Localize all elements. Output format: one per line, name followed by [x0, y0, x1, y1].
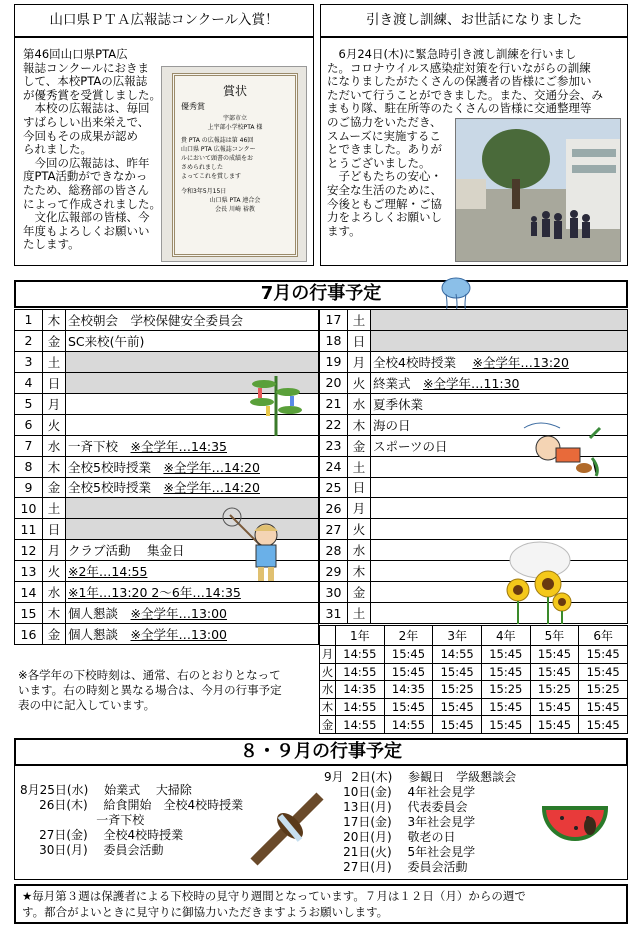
timetable-weekday: 火	[320, 663, 336, 681]
left-text-line: たため、総務部の皆さん	[23, 182, 150, 197]
right-text-line: のご協力をいただき、	[327, 115, 442, 129]
calendar-event	[371, 330, 628, 351]
calendar-day: 13	[15, 561, 43, 582]
timetable-grade: 1年	[336, 626, 385, 646]
watermelon-icon	[542, 800, 608, 856]
calendar-event	[66, 435, 319, 456]
calendar-weekday: 木	[43, 310, 66, 331]
timetable-time: 15:45	[481, 646, 530, 664]
event-line: 20日(月) 敬老の日	[324, 830, 456, 844]
calendar-row	[15, 603, 319, 624]
event-line: 27日(金) 全校4校時授業	[20, 828, 184, 842]
timetable-time: 15:45	[579, 663, 628, 681]
calendar-row	[320, 310, 628, 331]
calendar-day: 22	[320, 414, 348, 435]
event-dismissal-time: ※全学年…14:35	[130, 438, 228, 454]
calendar-day: 16	[15, 624, 43, 645]
timetable-time: 15:45	[481, 698, 530, 716]
timetable-weekday: 木	[320, 698, 336, 716]
timetable-grade: 2年	[384, 626, 433, 646]
calendar-weekday: 月	[43, 540, 66, 561]
calendar-weekday: 金	[43, 330, 66, 351]
event-text: クラブ活動 集金日	[68, 543, 185, 559]
calendar-day: 27	[320, 519, 348, 540]
timetable-time: 14:55	[336, 663, 385, 681]
calendar-row	[320, 540, 628, 561]
timetable-time: 14:55	[433, 646, 482, 664]
timetable-time: 15:45	[530, 716, 579, 734]
calendar-event	[66, 477, 319, 498]
calendar-weekday: 金	[348, 582, 371, 603]
event-text: SC来校(午前)	[68, 333, 145, 349]
calendar-day: 23	[320, 435, 348, 456]
timetable-time: 15:25	[530, 681, 579, 699]
certificate-org: 山口県 PTA 連合会	[209, 197, 261, 204]
calendar-event	[371, 372, 628, 393]
calendar-event	[66, 456, 319, 477]
tanabata-bamboo-icon	[246, 372, 306, 436]
event-line: 10日(金) 4年社会見学	[324, 785, 476, 799]
timetable-weekday: 金	[320, 716, 336, 734]
calendar-weekday: 火	[43, 561, 66, 582]
left-text-line: 本校の広報誌は、毎回	[23, 101, 150, 116]
right-text-line: 安全な生活のために、	[327, 182, 442, 197]
july-calendar-left	[14, 309, 319, 645]
left-header: 山口県ＰＴＡ広報誌コンクール入賞！	[14, 4, 314, 37]
calendar-event	[66, 351, 319, 372]
calendar-day: 15	[15, 603, 43, 624]
event-line: 一斉下校	[20, 813, 145, 827]
calendar-event	[66, 310, 319, 331]
event-text: 全校4校時授業	[373, 354, 473, 370]
calendar-day: 17	[320, 310, 348, 331]
right-text-line: 今後ともご理解・ご協	[327, 196, 442, 211]
timetable-row	[320, 716, 628, 734]
left-text-line: 年度もよろしくお願いい	[23, 223, 150, 238]
calendar-day: 3	[15, 351, 43, 372]
right-text-line: になりましたがたくさんの保護者の皆様にご参加い	[327, 74, 592, 89]
timetable-time: 15:45	[433, 716, 482, 734]
dismissal-timetable	[319, 625, 628, 734]
event-text: 一斉下校	[68, 438, 131, 454]
calendar-day: 25	[320, 477, 348, 498]
event-dismissal-time: ※全学年…13:20	[472, 354, 569, 370]
timetable-time: 15:45	[384, 646, 433, 664]
calendar-row	[15, 351, 319, 372]
calendar-row	[320, 561, 628, 582]
calendar-event	[371, 351, 628, 372]
timetable-row	[320, 698, 628, 716]
event-text: 海の日	[373, 417, 411, 433]
timetable-time: 15:45	[579, 716, 628, 734]
certificate-date: 令和3年5月15日	[181, 188, 227, 195]
child-with-net-icon	[220, 505, 300, 585]
left-text-line: 今回もその成果が認め	[23, 128, 138, 143]
calendar-weekday: 土	[348, 310, 371, 331]
event-dismissal-time: ※全学年…13:00	[130, 627, 228, 643]
left-text-line: 度PTA活動ができなかっ	[23, 169, 148, 184]
left-text-line: によって作成されました。	[23, 196, 161, 211]
left-text-line: 今回の広報誌は、昨年	[23, 155, 150, 170]
certificate-image	[161, 66, 307, 262]
calendar-day: 2	[15, 330, 43, 351]
calendar-day: 19	[320, 351, 348, 372]
timetable-time: 15:25	[579, 681, 628, 699]
left-text-line: して、本校PTAの広報誌	[23, 74, 148, 89]
calendar-row	[15, 477, 319, 498]
certificate-line: よってこれを賞します	[181, 173, 242, 180]
timetable-time: 14:55	[384, 716, 433, 734]
left-text-line: たします。	[23, 237, 80, 252]
calendar-event	[371, 498, 628, 519]
event-text: 夏季休業	[373, 396, 424, 412]
event-line: 26日(木) 給食開始 全校4校時授業	[20, 798, 244, 812]
event-line: 17日(金) 3年社会見学	[324, 815, 476, 829]
certificate-body	[181, 136, 289, 181]
timetable-grade: 4年	[481, 626, 530, 646]
right-text-line: 子どもたちの安心・	[327, 169, 442, 184]
calendar-row	[15, 624, 319, 645]
timetable-time: 15:45	[530, 663, 579, 681]
calendar-row	[320, 519, 628, 540]
calendar-day: 5	[15, 393, 43, 414]
calendar-row	[320, 582, 628, 603]
calendar-weekday: 水	[348, 540, 371, 561]
timetable-header	[320, 626, 628, 646]
certificate-line: 貴 PTA の広報誌は第 46回	[181, 137, 254, 144]
right-text-line: スムーズに実施するこ	[327, 128, 441, 143]
calendar-row	[15, 310, 319, 331]
calendar-weekday: 土	[348, 456, 371, 477]
right-text-line: た。コロナウイルス感染症対策を行いながらの訓練	[327, 60, 591, 75]
certificate-line: 山口県 PTA 広報誌コンクー	[181, 146, 256, 153]
calendar-event	[66, 603, 319, 624]
left-text-line: られました。	[23, 142, 92, 157]
calendar-day: 9	[15, 477, 43, 498]
timetable-weekday: 月	[320, 646, 336, 664]
calendar-day: 31	[320, 603, 348, 624]
timetable-corner	[320, 626, 336, 646]
calendar-weekday: 木	[43, 456, 66, 477]
calendar-event	[371, 540, 628, 561]
event-text: 全校5校時授業	[68, 480, 164, 496]
calendar-day: 10	[15, 498, 43, 519]
calendar-day: 11	[15, 519, 43, 540]
calendar-row	[320, 477, 628, 498]
aug-sep-title: ８・９月の行事予定	[14, 738, 628, 766]
timetable-row	[320, 646, 628, 664]
calendar-weekday: 金	[43, 624, 66, 645]
timetable-time: 14:55	[336, 646, 385, 664]
swimmer-icon	[520, 408, 606, 478]
event-line: 27日(月) 委員会活動	[324, 860, 468, 874]
calendar-event	[371, 310, 628, 331]
certificate-line: さめられました	[181, 164, 224, 171]
calendar-day: 29	[320, 561, 348, 582]
event-dismissal-time: ※全学年…14:20	[163, 459, 260, 475]
right-header: 引き渡し訓練、お世話になりました	[320, 4, 628, 37]
left-text-line: 文化広報部の皆様、今	[23, 210, 150, 225]
calendar-weekday: 水	[43, 582, 66, 603]
calendar-day: 7	[15, 435, 43, 456]
calendar-weekday: 火	[43, 414, 66, 435]
calendar-event	[371, 477, 628, 498]
calendar-day: 14	[15, 582, 43, 603]
right-text-line: とできました。ありが	[327, 142, 442, 157]
timetable-time: 15:45	[579, 646, 628, 664]
timetable-grade: 6年	[579, 626, 628, 646]
calendar-weekday: 月	[43, 393, 66, 414]
calendar-row	[320, 351, 628, 372]
calendar-weekday: 土	[43, 351, 66, 372]
certificate-title: 賞状	[222, 84, 247, 98]
right-article-text-top	[327, 48, 627, 116]
event-dismissal-time: ※全学年…13:00	[130, 606, 228, 622]
calendar-event	[371, 561, 628, 582]
calendar-row	[320, 498, 628, 519]
certificate-line: ルにおいて頭書の成績をお	[181, 155, 254, 162]
event-text: 終業式	[373, 375, 424, 391]
calendar-day: 21	[320, 393, 348, 414]
calendar-weekday: 土	[43, 498, 66, 519]
calendar-weekday: 水	[348, 393, 371, 414]
calendar-row	[320, 603, 628, 624]
calendar-weekday: 土	[348, 603, 371, 624]
left-text-line: 第46回山口県PTA広	[23, 47, 128, 61]
sunflower-icon	[500, 540, 580, 624]
timetable-row	[320, 681, 628, 699]
calendar-row	[15, 330, 319, 351]
timetable-time: 15:45	[384, 663, 433, 681]
timetable-time: 15:45	[530, 646, 579, 664]
calendar-row	[320, 372, 628, 393]
timetable-time: 14:55	[336, 698, 385, 716]
event-line: 21日(火) 5年社会見学	[324, 845, 476, 859]
calendar-event	[371, 603, 628, 624]
timetable-time: 15:45	[481, 663, 530, 681]
calendar-weekday: 木	[348, 414, 371, 435]
left-article	[14, 37, 314, 266]
calendar-event	[66, 330, 319, 351]
calendar-weekday: 月	[348, 498, 371, 519]
event-dismissal-time: ※全学年…14:20	[163, 480, 260, 496]
timetable-grade: 3年	[433, 626, 482, 646]
calendar-day: 1	[15, 310, 43, 331]
calendar-weekday: 火	[348, 372, 371, 393]
calendar-day: 18	[320, 330, 348, 351]
calendar-day: 4	[15, 372, 43, 393]
timetable-time: 14:55	[336, 716, 385, 734]
calendar-event	[66, 624, 319, 645]
calendar-weekday: 金	[43, 477, 66, 498]
calendar-day: 26	[320, 498, 348, 519]
right-text-line: まもり隊、駐在所等のたくさんの皆様に交通整理等	[327, 101, 592, 116]
right-text-line: ただいて行うことができました。また、交通分会、み	[327, 87, 603, 102]
calendar-event	[371, 582, 628, 603]
evacuation-drill-photo	[455, 118, 621, 262]
timetable-time: 15:25	[433, 681, 482, 699]
event-text: スポーツの日	[373, 438, 448, 454]
timetable-time: 15:45	[530, 698, 579, 716]
timetable-time: 15:45	[384, 698, 433, 716]
right-text-line: 力をよろしくお願いし	[327, 210, 442, 225]
calendar-day: 20	[320, 372, 348, 393]
left-text-line: すばらしい出来栄えで、	[23, 114, 150, 129]
calendar-row	[15, 435, 319, 456]
calendar-weekday: 日	[348, 477, 371, 498]
calendar-event	[371, 519, 628, 540]
event-line: 13日(月) 代表委員会	[324, 800, 468, 814]
right-text-line: 6月24日(木)に緊急時引き渡し訓練を行いまし	[327, 47, 577, 61]
right-text-line: ます。	[327, 223, 361, 238]
timetable-time: 15:45	[481, 716, 530, 734]
event-line: 8月25日(水) 始業式 大掃除	[20, 783, 192, 797]
timetable-time: 14:35	[336, 681, 385, 699]
event-text: 全校5校時授業	[68, 459, 164, 475]
calendar-day: 12	[15, 540, 43, 561]
certificate-chair: 会長 川崎 裕教	[215, 206, 255, 213]
calendar-weekday: 火	[348, 519, 371, 540]
timetable-grade: 5年	[530, 626, 579, 646]
certificate-recipient: 上宇部小学校PTA 様	[207, 124, 263, 131]
calendar-weekday: 日	[43, 519, 66, 540]
calendar-weekday: 水	[43, 435, 66, 456]
event-dismissal-time: ※1年…13:20 2～6年…14:35	[68, 585, 241, 601]
certificate-award: 優秀賞	[181, 102, 205, 111]
event-dismissal-time: ※全学年…11:30	[423, 375, 520, 391]
timetable-time: 15:45	[433, 663, 482, 681]
calendar-weekday: 月	[348, 351, 371, 372]
event-text: 全校朝会 学校保健安全委員会	[68, 312, 244, 328]
calendar-day: 8	[15, 456, 43, 477]
timetable-time: 15:25	[481, 681, 530, 699]
calendar-day: 30	[320, 582, 348, 603]
dismissal-note: ※各学年の下校時刻は、通常、右のとおりとなって います。右の時刻と異なる場合は、今月の行事予定 表の中に記入しています。	[18, 668, 282, 712]
bottom-note: ★毎月第３週は保護者による下校時の見守り週間となっています。７月は１２日（月）からの週で す。都合がよいときに見守りに御協力いただきますようお願いします。	[14, 884, 628, 924]
calendar-weekday: 金	[348, 435, 371, 456]
right-article	[320, 37, 628, 266]
calendar-row	[15, 456, 319, 477]
calendar-weekday: 日	[348, 330, 371, 351]
right-text-line: とうございました。	[327, 155, 431, 170]
timetable-time: 14:35	[384, 681, 433, 699]
event-line: 9月 2日(木) 参観日 学級懇談会	[324, 770, 517, 784]
certificate-school: 宇部市立	[222, 115, 247, 122]
calendar-day: 6	[15, 414, 43, 435]
calendar-weekday: 日	[43, 372, 66, 393]
timetable-weekday: 水	[320, 681, 336, 699]
timetable-time: 15:45	[433, 698, 482, 716]
timetable-row	[320, 663, 628, 681]
left-text-line: 報誌コンクールにおきま	[23, 60, 150, 75]
event-text: 個人懇談	[68, 606, 131, 622]
timetable-time: 15:45	[579, 698, 628, 716]
calendar-weekday: 木	[348, 561, 371, 582]
july-title: 7月の行事予定	[14, 280, 628, 308]
left-article-text	[23, 48, 171, 252]
calendar-row	[320, 330, 628, 351]
cicada-icon	[250, 786, 326, 866]
left-text-line: が優秀賞を受賞しました。	[23, 87, 161, 102]
calendar-day: 28	[320, 540, 348, 561]
event-line: 30日(月) 委員会活動	[20, 843, 164, 857]
event-dismissal-time: ※2年…14:55	[68, 564, 148, 580]
calendar-day: 24	[320, 456, 348, 477]
right-article-text-side	[327, 116, 457, 238]
event-text: 個人懇談	[68, 627, 131, 643]
calendar-weekday: 木	[43, 603, 66, 624]
